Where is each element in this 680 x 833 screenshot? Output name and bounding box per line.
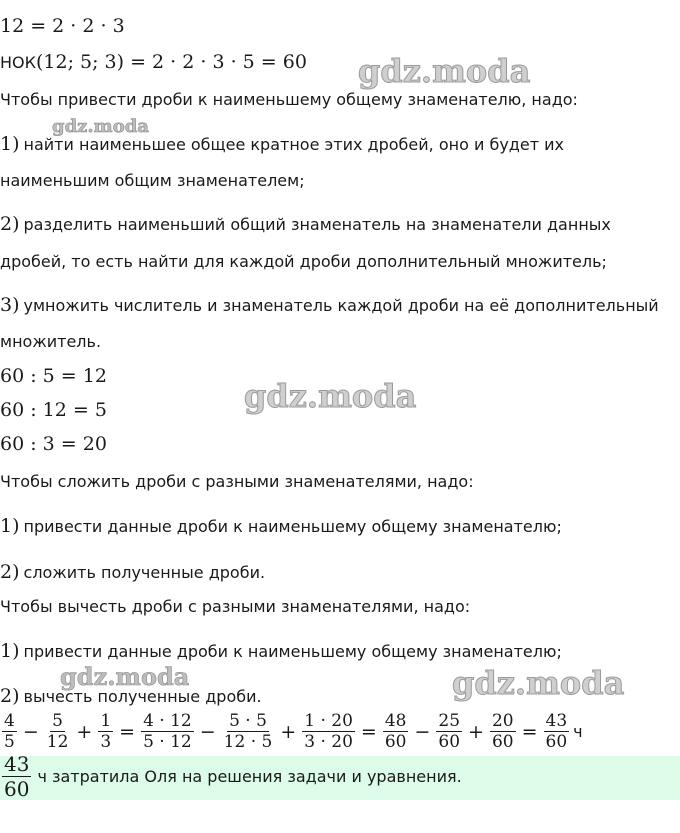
text-line: Чтобы вычесть дроби с разными знаменателями, надо: bbox=[0, 597, 471, 616]
text-line: множитель. bbox=[0, 332, 102, 351]
lcm-line bbox=[0, 52, 307, 73]
fraction: $\frac{1 \cdot 20}{3 \cdot 20}$ bbox=[304, 711, 353, 752]
fraction: $\frac{1}{3}$ bbox=[100, 711, 112, 752]
list-number: 1) bbox=[0, 133, 20, 155]
watermark: gdz.moda bbox=[52, 116, 149, 137]
list-text: разделить наименьший общий знаменатель на знаменатели данных bbox=[23, 215, 611, 234]
equation-line: 60 : 3 = 20 bbox=[0, 433, 107, 455]
list-item bbox=[0, 214, 611, 235]
answer-line bbox=[0, 752, 462, 801]
answer-fraction: $\frac{43}{60}$ bbox=[4, 752, 30, 801]
fraction: $\frac{5}{12}$ bbox=[46, 711, 69, 752]
operator: + bbox=[468, 720, 484, 743]
operator: − bbox=[199, 720, 216, 743]
unit-label: ч bbox=[573, 721, 583, 741]
list-number: 1) bbox=[0, 515, 20, 537]
operator: = bbox=[360, 720, 377, 743]
list-item bbox=[0, 295, 659, 316]
list-text: сложить полученные дроби. bbox=[23, 563, 266, 582]
text-line: Чтобы сложить дроби с разными знаменателями, надо: bbox=[0, 472, 474, 491]
text-line: наименьшим общим знаменателем; bbox=[0, 171, 305, 190]
fraction-equation bbox=[0, 712, 583, 751]
operator: = bbox=[119, 720, 136, 743]
list-number: 3) bbox=[0, 294, 20, 316]
operator: = bbox=[521, 720, 538, 743]
text-line: дробей, то есть найти для каждой дроби дополнительный множитель; bbox=[0, 252, 607, 271]
fraction: $\frac{25}{60}$ bbox=[438, 711, 461, 752]
fraction: $\frac{5 \cdot 5}{12 \cdot 5}$ bbox=[223, 711, 273, 752]
list-text: умножить числитель и знаменатель каждой дроби на её дополнительный bbox=[23, 296, 659, 315]
watermark: gdz.moda bbox=[244, 377, 417, 415]
equation-line: 60 : 12 = 5 bbox=[0, 399, 107, 421]
list-text: привести данные дроби к наименьшему общему знаменателю; bbox=[23, 517, 562, 536]
fraction: $\frac{43}{60}$ bbox=[545, 711, 568, 752]
list-number: 1) bbox=[0, 640, 20, 662]
answer-text: ч затратила Оля на решения задачи и уравнения. bbox=[37, 766, 462, 786]
list-text: найти наименьшее общее кратное этих дробей, оно и будет их bbox=[23, 135, 564, 154]
operator: + bbox=[280, 720, 297, 743]
lcm-expression: (12; 5; 3) = 2 · 2 · 3 · 5 = 60 bbox=[35, 51, 307, 73]
equation-line: 60 : 5 = 12 bbox=[0, 365, 107, 387]
lcm-label: НОК bbox=[0, 53, 36, 72]
list-number: 2) bbox=[0, 561, 20, 583]
watermark: gdz.moda bbox=[60, 662, 190, 691]
list-number: 2) bbox=[0, 685, 20, 707]
list-text: вычесть полученные дроби. bbox=[23, 687, 262, 706]
watermark: gdz.moda bbox=[452, 664, 625, 702]
operator: − bbox=[414, 720, 431, 743]
operator: + bbox=[76, 720, 93, 743]
fraction: $\frac{20}{60}$ bbox=[491, 711, 514, 752]
operator: − bbox=[22, 720, 39, 743]
watermark: gdz.moda bbox=[358, 52, 531, 90]
fraction: $\frac{48}{60}$ bbox=[384, 711, 407, 752]
fraction: $\frac{4}{5}$ bbox=[4, 711, 15, 752]
list-item bbox=[0, 562, 265, 583]
equation-line: 12 = 2 · 2 · 3 bbox=[0, 15, 125, 37]
list-number: 2) bbox=[0, 213, 20, 235]
list-item bbox=[0, 134, 564, 155]
fraction: $\frac{4 \cdot 12}{5 \cdot 12}$ bbox=[143, 711, 192, 752]
list-text: привести данные дроби к наименьшему общему знаменателю; bbox=[23, 642, 562, 661]
list-item bbox=[0, 641, 562, 662]
list-item bbox=[0, 516, 562, 537]
text-line: Чтобы привести дроби к наименьшему общему знаменателю, надо: bbox=[0, 90, 578, 109]
list-item bbox=[0, 686, 262, 707]
